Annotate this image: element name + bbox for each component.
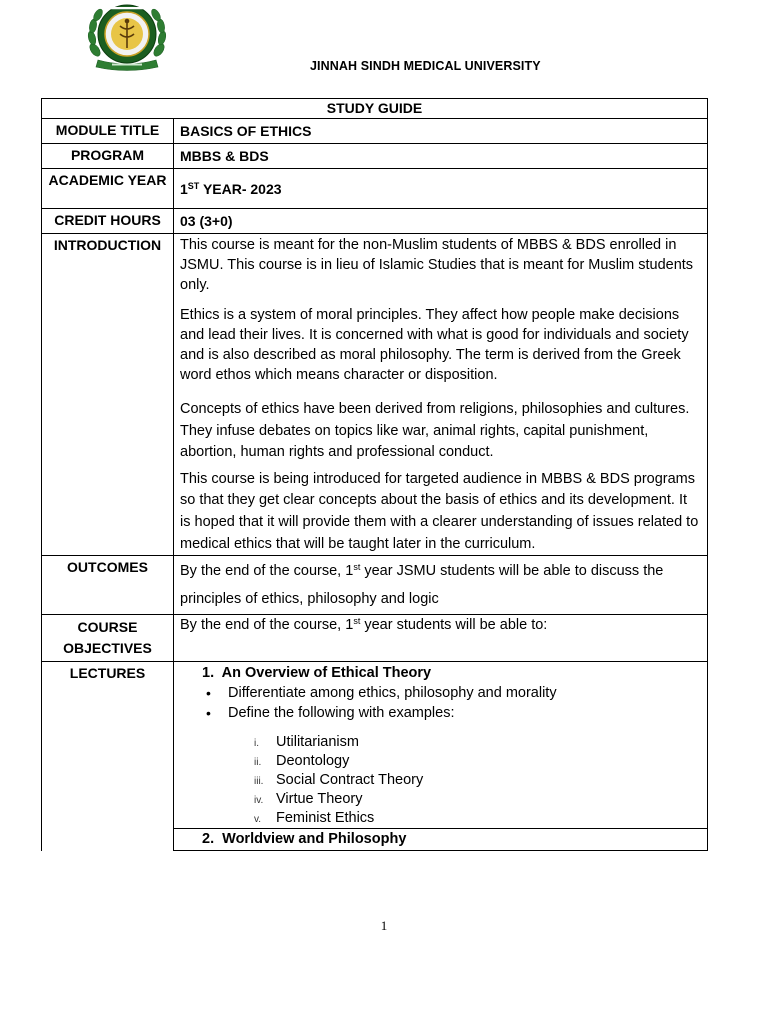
lecture-heading bbox=[174, 829, 707, 849]
roman-list bbox=[174, 733, 707, 828]
roman-numeral: v. bbox=[254, 814, 262, 826]
lecture-heading bbox=[174, 662, 707, 683]
roman-text: Utilitarianism bbox=[276, 734, 359, 751]
bullet-item: • Define the following with examples: bbox=[228, 703, 707, 723]
bullet-item: • Differentiate among ethics, philosophy and morality bbox=[228, 683, 707, 703]
course-objectives-text bbox=[174, 615, 707, 637]
program-value: MBBS & BDS bbox=[180, 148, 269, 164]
page-number: 1 bbox=[380, 918, 388, 933]
university-name: JINNAH SINDH MEDICAL UNIVERSITY bbox=[310, 59, 541, 73]
intro-paragraph: This course is being introduced for targeted audience in MBBS & BDS programs so that they get clear concepts about the basis of ethics and its development. It is hoped that it will provide them with a clearer understanding of issues related to medical ethics that will be taught later in the curriculum. bbox=[180, 470, 699, 552]
roman-text: Social Contract Theory bbox=[276, 772, 424, 789]
introduction-text bbox=[174, 234, 708, 556]
roman-item bbox=[254, 733, 707, 752]
university-seal-icon bbox=[86, 2, 168, 72]
roman-text: Virtue Theory bbox=[276, 791, 363, 808]
lecture-bullets bbox=[174, 683, 707, 723]
intro-paragraph: Concepts of ethics have been derived from religions, philosophies and cultures. They infuse debates on topics like war, animal rights, capital punishment, abortion, human rights and professional conduct. bbox=[180, 401, 690, 461]
lecture-2 bbox=[174, 829, 708, 851]
introduction-label: INTRODUCTION bbox=[53, 237, 162, 253]
roman-numeral: i. bbox=[254, 738, 259, 750]
roman-item bbox=[254, 752, 707, 771]
course-objectives-label: COURSE OBJECTIVES bbox=[63, 619, 152, 657]
academic-year-number: 1 bbox=[180, 180, 188, 197]
roman-text: Deontology bbox=[276, 753, 350, 770]
roman-numeral: iv. bbox=[254, 795, 264, 807]
study-guide-heading: STUDY GUIDE bbox=[42, 99, 708, 119]
outcomes-text bbox=[174, 556, 707, 614]
intro-paragraph: Ethics is a system of moral principles. They affect how people make decisions and lead their lives. It is concerned with what is good for individuals and society and is also described as moral philosophy. The term is derived from the Greek word ethos which means character or disposition. bbox=[180, 307, 689, 383]
academic-year-rest: YEAR- 2023 bbox=[199, 180, 282, 197]
credit-hours-value: 03 (3+0) bbox=[180, 213, 233, 229]
roman-numeral: ii. bbox=[254, 757, 262, 769]
lecture-number: 2. bbox=[202, 831, 215, 848]
lecture-title: Worldview and Philosophy bbox=[222, 831, 407, 848]
outcomes-sup: st bbox=[353, 562, 361, 573]
roman-text: Feminist Ethics bbox=[276, 810, 375, 827]
academic-year-value bbox=[174, 177, 707, 201]
lecture-title: An Overview of Ethical Theory bbox=[221, 665, 432, 682]
roman-item bbox=[254, 809, 707, 828]
credit-hours-label: CREDIT HOURS bbox=[54, 212, 161, 228]
objectives-sup: st bbox=[353, 616, 361, 627]
roman-item bbox=[254, 771, 707, 790]
outcomes-label: OUTCOMES bbox=[67, 559, 148, 576]
academic-year-label: ACADEMIC YEAR bbox=[48, 172, 167, 188]
module-title-value: BASICS OF ETHICS bbox=[180, 123, 312, 139]
objectives-text-pre: By the end of the course, 1 bbox=[180, 617, 354, 634]
outcomes-text-pre: By the end of the course, 1 bbox=[180, 563, 354, 580]
roman-numeral: iii. bbox=[254, 776, 264, 788]
outcomes-text-post: year JSMU students will be able to discuss the principles of ethics, philosophy and logic bbox=[180, 563, 664, 608]
lecture-number: 1. bbox=[202, 665, 215, 682]
intro-paragraph: This course is meant for the non-Muslim students of MBBS & BDS enrolled in JSMU. This course is in lieu of Islamic Studies that is meant for Muslim students only. bbox=[180, 237, 694, 293]
lecture-1 bbox=[174, 662, 708, 829]
academic-year-sup: ST bbox=[187, 180, 200, 191]
study-guide-table bbox=[41, 98, 708, 851]
objectives-text-post: year students will be able to: bbox=[360, 617, 548, 634]
roman-item bbox=[254, 790, 707, 809]
lectures-label: LECTURES bbox=[69, 665, 146, 682]
module-title-label: MODULE TITLE bbox=[55, 122, 160, 138]
program-label: PROGRAM bbox=[70, 147, 145, 163]
